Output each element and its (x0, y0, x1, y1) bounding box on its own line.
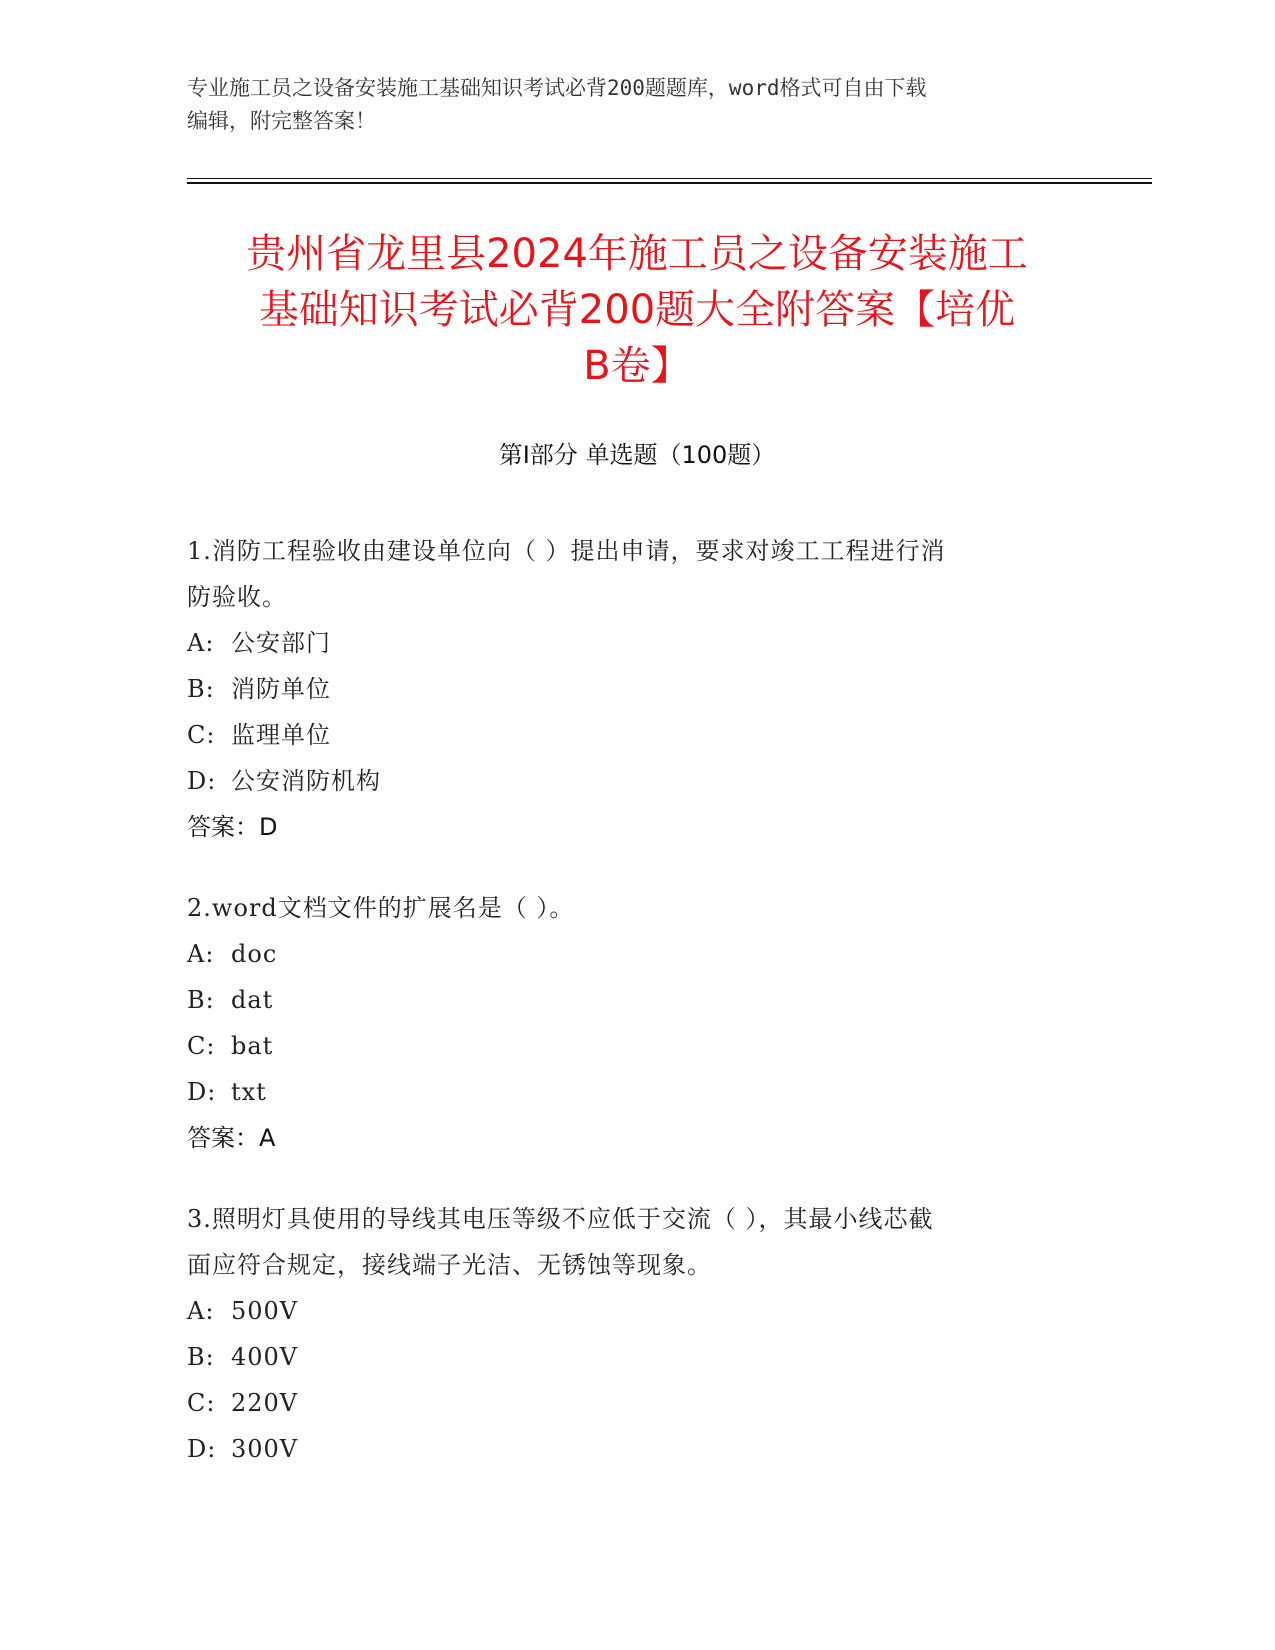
option-letter: B: (187, 986, 215, 1014)
header-note (187, 72, 1087, 138)
option-c (187, 712, 1087, 758)
option-text: 400V (231, 1343, 299, 1371)
option-letter: B: (187, 675, 215, 703)
option-text: 300V (231, 1435, 299, 1463)
question-stem-line-1: 1.消防工程验收由建设单位向（ ）提出申请，要求对竣工工程进行消 (187, 537, 946, 565)
option-text: txt (231, 1078, 267, 1106)
title-line-2: 基础知识考试必背200题大全附答案【培优 (258, 287, 1016, 333)
option-letter: A: (187, 629, 215, 657)
option-d (187, 1426, 1087, 1472)
question-stem-line-2: 面应符合规定，接线端子光洁、无锈蚀等现象。 (187, 1251, 712, 1279)
question-stem (187, 528, 1087, 620)
option-b (187, 977, 1087, 1023)
question-stem (187, 885, 1087, 931)
option-b (187, 1334, 1087, 1380)
option-d (187, 758, 1087, 804)
option-b (187, 666, 1087, 712)
answer-label: 答案：A (187, 1124, 276, 1152)
question-stem-line-2: 防验收。 (187, 583, 287, 611)
question-stem-line-1: 2.word文档文件的扩展名是（ ）。 (187, 894, 575, 922)
question-1 (187, 528, 1087, 850)
question-stem-line-1: 3.照明灯具使用的导线其电压等级不应低于交流（ ），其最小线芯截 (187, 1205, 934, 1233)
option-text: 消防单位 (231, 675, 331, 703)
option-a (187, 620, 1087, 666)
option-d (187, 1069, 1087, 1115)
option-letter: B: (187, 1343, 215, 1371)
option-text: 公安部门 (231, 629, 331, 657)
option-letter: D: (187, 1078, 217, 1106)
option-text: 500V (231, 1297, 299, 1325)
option-c (187, 1380, 1087, 1426)
question-2 (187, 885, 1087, 1161)
option-letter: A: (187, 1297, 215, 1325)
option-text: doc (231, 940, 278, 968)
question-stem (187, 1196, 1087, 1288)
question-3 (187, 1196, 1087, 1472)
title-line-1: 贵州省龙里县2024年施工员之设备安装施工 (246, 231, 1028, 277)
header-note-line-1: 专业施工员之设备安装施工基础知识考试必背200题题库，word格式可自由下载 (187, 76, 927, 100)
option-letter: C: (187, 1032, 216, 1060)
option-a (187, 1288, 1087, 1334)
option-letter: C: (187, 1389, 216, 1417)
option-letter: C: (187, 721, 216, 749)
header-divider-thin (187, 178, 1152, 179)
option-c (187, 1023, 1087, 1069)
option-letter: D: (187, 1435, 217, 1463)
option-text: dat (231, 986, 274, 1014)
header-note-line-2: 编辑，附完整答案！ (187, 109, 376, 133)
answer-label: 答案：D (187, 813, 278, 841)
option-text: 220V (231, 1389, 299, 1417)
option-letter: A: (187, 940, 215, 968)
header-divider-thick (187, 182, 1152, 184)
section-title: 第Ⅰ部分 单选题（100题） (498, 441, 776, 469)
title-line-3: B卷】 (583, 343, 691, 389)
option-text: bat (231, 1032, 274, 1060)
document-title (187, 226, 1087, 394)
option-a (187, 931, 1087, 977)
option-text: 监理单位 (231, 721, 331, 749)
option-letter: D: (187, 767, 217, 795)
question-list (187, 528, 1087, 1507)
option-text: 公安消防机构 (231, 767, 381, 795)
